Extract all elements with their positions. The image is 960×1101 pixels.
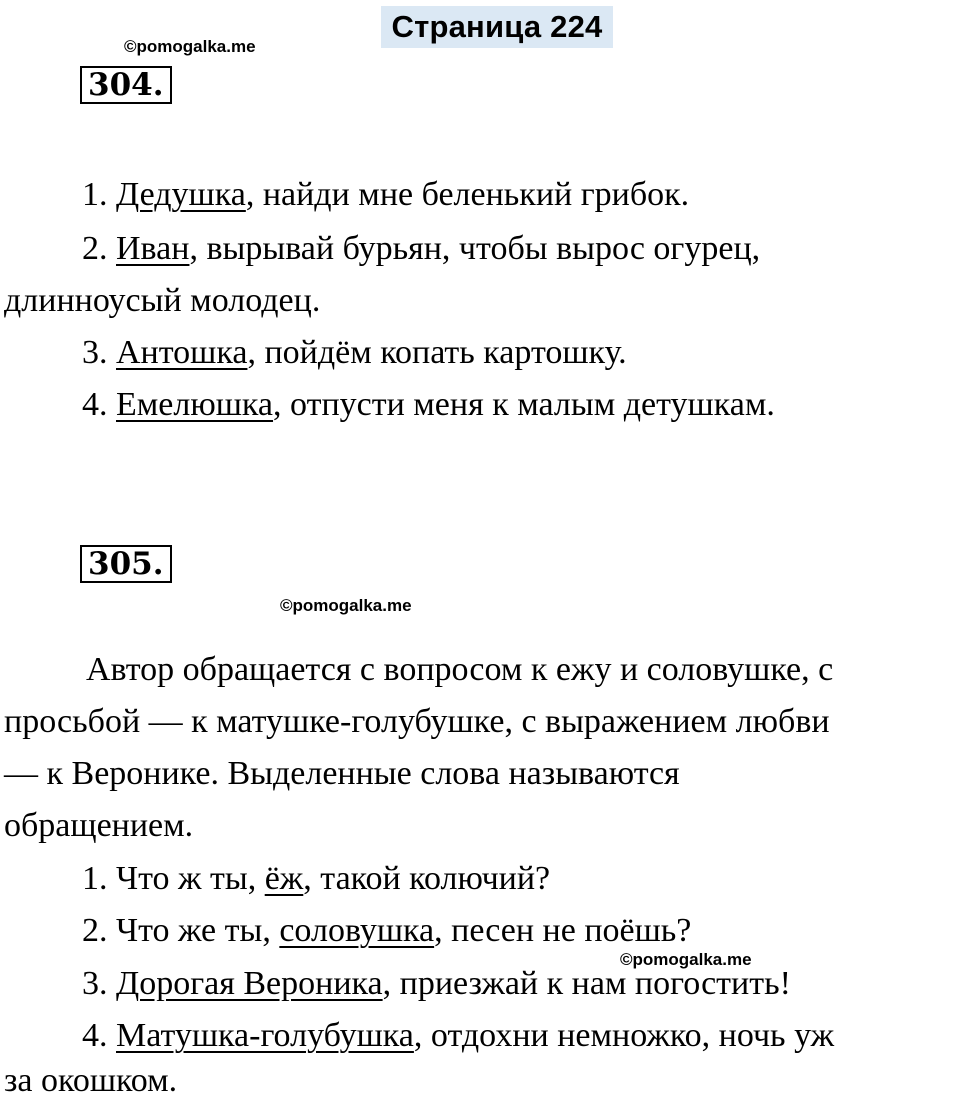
address-word: Иван — [116, 230, 190, 267]
ex304-item-1 — [82, 175, 689, 215]
exercise-number-304: 304. — [80, 66, 172, 104]
item-text: , вырывай бурьян, чтобы вырос огурец, — [189, 230, 761, 267]
ex304-item-3 — [82, 333, 627, 373]
ex304-item-2-continuation: длинноусый молодец. — [4, 282, 321, 319]
item-number: 2. — [82, 912, 108, 949]
page-title: Страница 224 — [381, 6, 613, 48]
item-text: , отпусти меня к малым детушкам. — [273, 386, 775, 423]
address-word: соловушка — [279, 912, 435, 949]
address-word: Дорогая Вероника — [116, 965, 383, 1002]
item-text: , пойдём копать картошку. — [247, 334, 627, 371]
item-number: 3. — [82, 965, 108, 1002]
item-number: 4. — [82, 1017, 108, 1054]
item-text: Что же ты, — [116, 912, 280, 949]
item-text: , песен не поёшь? — [434, 912, 692, 949]
address-word: Матушка-голубушка — [116, 1017, 414, 1054]
ex305-item-2 — [82, 911, 691, 951]
exercise-number-305: 305. — [80, 545, 172, 583]
item-number: 4. — [82, 386, 108, 423]
item-text: Что ж ты, — [116, 860, 265, 897]
ex305-item-4 — [82, 1016, 834, 1056]
watermark: ©pomogalka.me — [124, 37, 256, 56]
address-word: Емелюшка — [116, 386, 274, 423]
address-word: Дедушка — [116, 176, 246, 213]
item-text: , приезжай к нам погостить! — [382, 965, 791, 1002]
ex305-paragraph-line-1: Автор обращается с вопросом к ежу и соловушке, с — [86, 651, 834, 688]
ex304-item-2 — [82, 229, 760, 269]
item-number: 1. — [82, 176, 108, 213]
item-text: , найди мне беленький грибок. — [245, 176, 690, 213]
ex305-item-4-continuation: за окошком. — [4, 1062, 178, 1099]
ex304-item-4 — [82, 385, 775, 425]
address-word: Антошка — [116, 334, 248, 371]
ex305-item-3 — [82, 964, 791, 1004]
ex305-paragraph-line-2: просьбой — к матушке-голубушке, с выражением любви — [4, 703, 830, 740]
address-word: ёж — [264, 860, 304, 897]
watermark: ©pomogalka.me — [280, 596, 412, 615]
ex305-paragraph-line-3: — к Веронике. Выделенные слова называются — [4, 755, 680, 792]
item-text: , такой колючий? — [303, 860, 551, 897]
item-number: 3. — [82, 334, 108, 371]
item-number: 1. — [82, 860, 108, 897]
watermark: ©pomogalka.me — [620, 950, 752, 969]
ex305-item-1 — [82, 859, 550, 899]
item-text: , отдохни немножко, ночь уж — [413, 1017, 835, 1054]
item-number: 2. — [82, 230, 108, 267]
ex305-paragraph-line-4: обращением. — [4, 807, 194, 844]
